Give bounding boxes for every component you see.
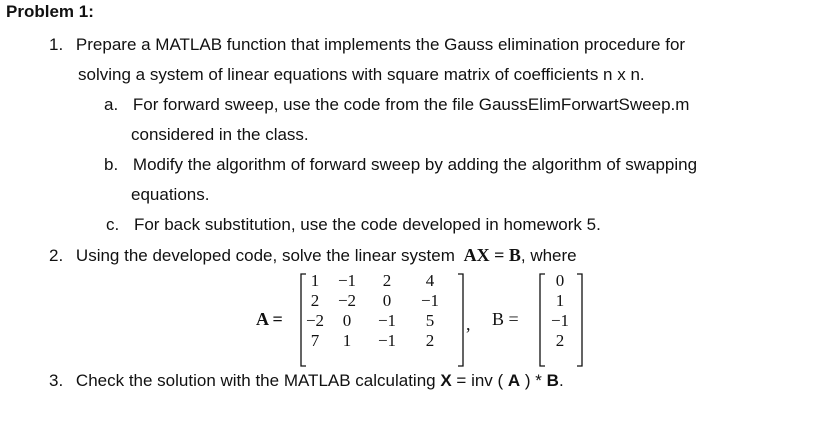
matrix-a-cell: −1 <box>377 311 397 330</box>
item-1a-line-1: For forward sweep, use the code from the file GaussElimForwartSweep.m <box>132 95 690 114</box>
item-3-x: X <box>440 371 452 390</box>
item-1b-line-2: equations. <box>131 185 210 204</box>
item-1a-label: a. <box>104 95 119 114</box>
matrix-b-cell: −1 <box>550 311 570 330</box>
item-2-where: , where <box>520 246 577 265</box>
item-2-number: 2. <box>49 246 64 265</box>
matrix-a-cell: 1 <box>310 271 320 290</box>
problem-title: Problem 1: <box>6 2 94 21</box>
matrix-b-label: B = <box>492 309 519 329</box>
item-1a <box>104 95 689 115</box>
matrix-a-cell: 4 <box>425 271 435 290</box>
matrix-b-cell: 0 <box>555 271 565 290</box>
item-3-b: B <box>546 371 559 390</box>
item-3-number: 3. <box>49 371 64 390</box>
matrix-a <box>305 271 455 351</box>
item-3-mid-2: ) * <box>520 371 547 390</box>
matrix-a-row <box>305 271 455 291</box>
matrix-a-cell: 5 <box>425 311 435 330</box>
matrix-a-cell: 1 <box>342 331 352 350</box>
item-3 <box>49 371 564 391</box>
matrix-a-cell: 0 <box>342 311 352 330</box>
matrix-b-cell: 1 <box>555 291 565 310</box>
item-2 <box>49 245 577 266</box>
matrix-a-cell: −2 <box>337 291 357 310</box>
matrix-a-cell: 2 <box>425 331 435 350</box>
item-1b-line-1: Modify the algorithm of forward sweep by adding the algorithm of swapping <box>132 155 698 174</box>
item-1c-label: c. <box>106 215 120 234</box>
item-1a-line-2: considered in the class. <box>131 125 309 144</box>
matrix-a-cell: 7 <box>310 331 320 350</box>
item-1 <box>49 35 685 55</box>
item-1c-line-1: For back substitution, use the code developed in homework 5. <box>133 215 601 234</box>
item-1b-label: b. <box>104 155 119 174</box>
item-1-number: 1. <box>49 35 64 54</box>
item-2-equation: AX = B <box>463 245 521 265</box>
item-1-line-2: solving a system of linear equations with square matrix of coefficients n x n. <box>78 65 645 84</box>
matrix-a-cell: −2 <box>305 311 325 330</box>
matrix-a-label: A = <box>256 309 283 329</box>
matrix-a-row <box>305 331 455 351</box>
item-2-text: Using the developed code, solve the linear system <box>75 246 455 265</box>
matrix-a-cell: −1 <box>337 271 357 290</box>
matrix-a-cell: 2 <box>382 271 392 290</box>
item-1-line-1: Prepare a MATLAB function that implements the Gauss elimination procedure for <box>75 35 686 54</box>
matrix-a-cell: −1 <box>377 331 397 350</box>
matrix-b <box>543 271 577 351</box>
matrix-a-cell: 2 <box>310 291 320 310</box>
matrix-a-trailing-comma: , <box>466 314 471 334</box>
item-3-mid: = inv ( <box>451 371 508 390</box>
item-3-text: Check the solution with the MATLAB calculating <box>75 371 436 390</box>
item-1c <box>106 215 601 235</box>
item-1b <box>104 155 697 175</box>
matrix-a-row <box>305 311 455 331</box>
matrix-a-row <box>305 291 455 311</box>
item-3-end: . <box>558 371 564 390</box>
matrix-b-cell: 2 <box>555 331 565 350</box>
matrix-a-cell: −1 <box>420 291 440 310</box>
matrix-a-cell: 0 <box>382 291 392 310</box>
item-3-a: A <box>507 371 521 390</box>
